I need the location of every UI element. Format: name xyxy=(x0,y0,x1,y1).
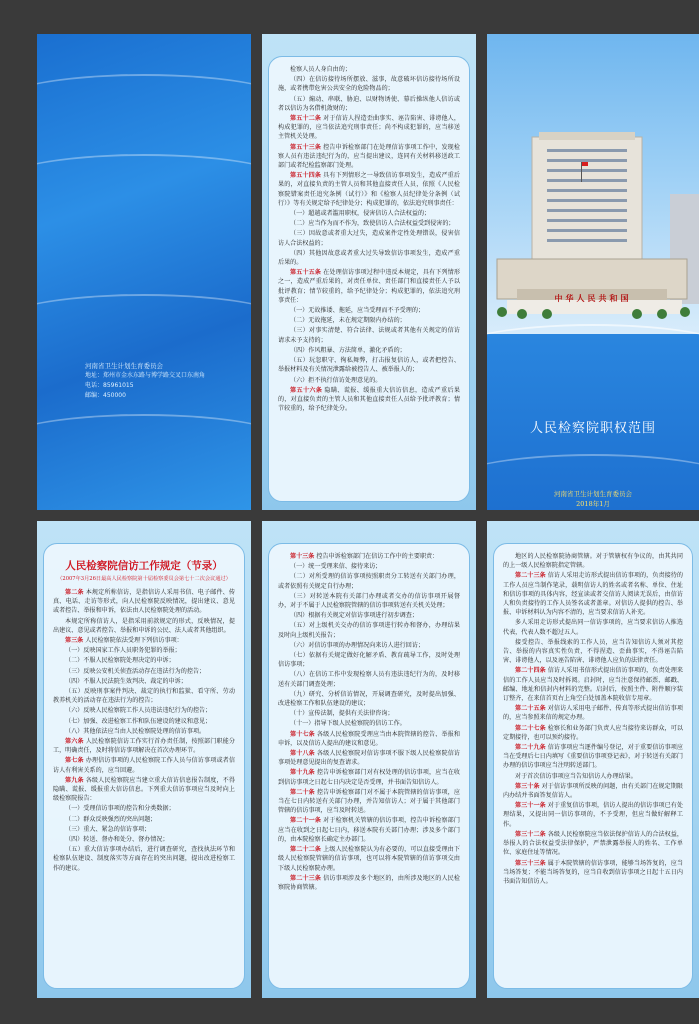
article-number: 第五十二条 xyxy=(290,115,322,123)
article-text: （十）宣传法制，提供有关法律咨询； xyxy=(290,710,394,718)
article-text: （八）在信访工作中发现检察人员有违法违纪行为的，及时移送有关部门调查处理； xyxy=(278,671,460,688)
decorative-wave xyxy=(37,414,251,474)
text-card xyxy=(268,56,470,502)
contact-info xyxy=(85,361,205,401)
article-paragraph xyxy=(278,229,460,247)
article-number: 第三十二条 xyxy=(515,830,546,838)
cover-org-name: 河南省卫生计划生育委员会 xyxy=(554,490,632,498)
article-paragraph xyxy=(53,815,235,824)
article-paragraph xyxy=(278,316,460,325)
article-number: 第三条 xyxy=(65,637,84,645)
article-paragraph xyxy=(278,376,460,385)
article-text: 控告申诉检察部门对有权处理的信访事项，应当在收到信访事项之日起七日内决定是否受理，并书面告知信访人。 xyxy=(278,769,461,786)
article-text: （八）其他依法应当由人民检察院处理的信访事项。 xyxy=(65,727,206,735)
article-paragraph xyxy=(53,727,235,736)
article-number: 第三十三条 xyxy=(515,859,546,867)
article-paragraph xyxy=(53,776,235,804)
article-number: 第十三条 xyxy=(290,553,315,560)
article-paragraph xyxy=(53,717,235,726)
article-number: 第五十三条 xyxy=(290,143,322,151)
article-paragraph xyxy=(278,386,460,414)
article-paragraph xyxy=(53,646,235,655)
article-number: 第三十一条 xyxy=(515,802,546,810)
article-paragraph xyxy=(278,171,460,208)
article-paragraph xyxy=(278,621,460,639)
article-number: 第五十五条 xyxy=(290,269,322,277)
article-text: （二）应当作为而不作为，致使信访人合法权益受到侵害的； xyxy=(290,220,455,228)
decorative-wave xyxy=(37,294,251,354)
article-text: 具有下列情形之一导致信访事项发生，造成严重后果的，对直接负责的主管人员和其他直接责任人员，依照《人民检察院错案责任追究条例（试行）》和《检察人员纪律处分条例（试行）》等有关规定给予纪律处分；构成犯罪的，依法追究刑事责任： xyxy=(278,172,461,207)
article-paragraph xyxy=(53,737,235,755)
article-text: 信访事项应当逐件编号登记，对于重要信访事项应当在受理后七日内填写《重要信访事项登记表》，对于转送有关部门办理的信访事项应当注明转送部门。 xyxy=(503,744,684,770)
article-text: （三）对转送本院有关部门办理或者交办的信访事项开展督办，对于不属于人民检察院管辖的信访事项转送有关机关处理； xyxy=(278,592,460,610)
article-text: 本规定所称信访，是指信访人采用书信、电子邮件、传真、电话、走访等形式，向人民检察院反映情况，提出建议、意见或者控告、举报和申诉，依法由人民检察院处理的活动。 xyxy=(53,589,236,615)
article-text: （四）在信访接待场所摆放、滋事，故意破坏信访接待场所设施，或者携带危害公共安全的危险物品的； xyxy=(278,76,460,93)
article-paragraph xyxy=(278,788,460,816)
article-paragraph xyxy=(278,75,460,93)
article-text: 多人采用走访形式提出同一信访事项的，应当要求信访人推选代表，代表人数不超过五人。 xyxy=(503,619,683,636)
article-paragraph xyxy=(278,268,460,305)
procuratorate-building-image xyxy=(487,34,699,334)
article-text: 控告申诉检察部门在信访工作中的主要职责： xyxy=(316,553,439,560)
article-paragraph xyxy=(53,756,235,774)
article-number: 第二十一条 xyxy=(290,817,322,825)
article-text: （三）对事实清楚、符合法律、法规或者其他有关规定的信访请求未予支持的； xyxy=(278,327,460,344)
contact-postcode: 邮编：450000 xyxy=(85,392,126,399)
article-text: 对于信访人捏造歪曲事实、诬告陷害、诽谤他人，构成犯罪的，应当依法追究刑事责任；尚不构成犯罪的，应当移送主管机关处理。 xyxy=(278,115,461,141)
article-paragraph xyxy=(503,801,683,829)
article-paragraph xyxy=(278,65,460,74)
article-text: （二）不服人民检察院处理决定的申诉； xyxy=(65,657,175,665)
article-paragraph xyxy=(53,825,235,834)
article-text: 信访人采用书信形式提出信访事项的，负责处理来信的工作人员应当及时拆阅。启封时，应当注意保持邮票、邮戳、邮编、地址和信封内材料的完整。启封后，按照主件、附件顺序装订整齐，在来信首页右上角空白处加盖本院收信专用章。 xyxy=(503,667,684,703)
contact-address: 地址：郑州市金水东路与博学路交叉口东南角 xyxy=(85,372,206,379)
article-paragraph xyxy=(278,249,460,267)
decorative-wave xyxy=(37,74,251,134)
article-text: （一）受理信访事项的控告和分类数据； xyxy=(65,805,175,813)
article-text: （一）统一受理来信、接待来访； xyxy=(290,563,382,571)
article-paragraph xyxy=(503,552,683,570)
text-card xyxy=(268,543,470,989)
article-paragraph xyxy=(53,617,235,635)
article-number: 第二条 xyxy=(65,589,84,596)
article-text: 对信访人采用电子邮件、传真等形式提出信访事项的，应当参照来信的规定办理。 xyxy=(503,705,684,722)
article-list xyxy=(278,65,460,413)
article-text: 对于信访事项所反映的问题，由有关部门在规定期限内办结并书面答复信访人。 xyxy=(503,782,684,800)
article-number: 第五十四条 xyxy=(290,172,322,180)
article-text: （三）重大、紧急的信访事项； xyxy=(65,825,151,833)
article-text: 人民检察院依法受理下列信访事项： xyxy=(85,637,183,645)
article-list xyxy=(53,588,235,873)
inner-panel-5 xyxy=(262,521,476,998)
article-text: （五）反映刑事案件判决、裁定的执行和监狱、看守所、劳动教养机关的活动存在违法行为的控告； xyxy=(53,688,235,705)
cover-org xyxy=(487,489,699,509)
article-paragraph xyxy=(503,666,683,703)
article-paragraph xyxy=(278,730,460,748)
article-text: （六）反映人民检察院工作人员违法违纪行为的控告； xyxy=(65,707,212,715)
article-paragraph xyxy=(278,346,460,355)
article-paragraph xyxy=(53,588,235,616)
article-text: （五）对上级机关交办的信访事项进行转办和督办，办理结果及时向上级机关报告； xyxy=(278,622,460,639)
article-text: （六）对信访事项的办理情况向来访人进行回访； xyxy=(290,641,425,649)
article-text: 信访事项涉及多个地区的，由所涉及地区的人民检察院协商管辖。 xyxy=(278,874,461,891)
article-text: （三）反映公安机关侦查活动存在违法行为的控告； xyxy=(65,667,206,675)
inner-panel-2 xyxy=(262,34,476,510)
article-text: 接受控告、举报线索的工作人员，应当告知信访人须对其控告、举报的内容真实性负责，不得捏造、歪曲事实，不得诬告陷害、诽谤他人，以及诬告陷害、诽谤他人应负的法律责任。 xyxy=(503,638,683,665)
article-paragraph xyxy=(278,219,460,228)
article-paragraph xyxy=(278,690,460,708)
inner-panel-6 xyxy=(487,521,699,998)
article-paragraph xyxy=(278,749,460,767)
article-paragraph xyxy=(53,845,235,873)
article-paragraph xyxy=(278,845,460,873)
article-paragraph xyxy=(503,782,683,800)
article-text: 各级人民检察院应当依法保护信访人的合法权益，举报人的合法权益受法律保护，严禁泄露举报人的姓名、工作单位、家庭住址等情况。 xyxy=(503,830,684,857)
article-paragraph xyxy=(278,356,460,374)
article-text: （二）对所受理的信访事项按照职责分工转送有关部门办理，或者依照有关规定自行办理； xyxy=(278,573,460,590)
article-text: （六）拒不执行信访处理意见的。 xyxy=(290,376,382,384)
article-paragraph xyxy=(53,804,235,813)
article-text: （四）根据有关规定对信访事项进行初步调查； xyxy=(290,612,418,620)
article-paragraph xyxy=(278,709,460,718)
article-number: 第二十三条 xyxy=(515,572,546,580)
article-text: 控告申诉检察部门在处理信访事项工作中，发现检察人员有违法违纪行为的，应当提出建议，连同有关材料移送政工部门或者纪检监察部门处理。 xyxy=(278,143,461,170)
article-paragraph xyxy=(278,562,460,571)
article-paragraph xyxy=(278,326,460,344)
article-text: 办理信访事项的人民检察院工作人员与信访事项或者信访人有利害关系的，应当回避。 xyxy=(53,757,236,774)
article-text: 检察长和业务部门负责人应当接待来访群众，可以定期接待，也可以预约接待。 xyxy=(503,724,684,741)
article-paragraph xyxy=(53,656,235,665)
article-paragraph xyxy=(278,114,460,142)
back-cover-panel xyxy=(37,34,251,510)
article-number: 第二十九条 xyxy=(515,744,546,752)
article-number: 第二十四条 xyxy=(515,667,546,675)
article-paragraph xyxy=(503,743,683,771)
article-paragraph xyxy=(278,611,460,620)
article-paragraph xyxy=(53,677,235,686)
article-number: 第十七条 xyxy=(290,730,315,738)
article-number: 第二十条 xyxy=(290,788,315,796)
article-text: 各级人民检察院对信访事项不服下级人民检察院信访事项处理意见提出的复查请求。 xyxy=(278,750,461,767)
article-list xyxy=(503,552,683,886)
article-number: 第十九条 xyxy=(290,769,315,777)
article-text: 各级人民检察院应当建立重大信访信息报告制度，不得隐瞒、谎报、缓报重大信访信息。下列重大信访事项应当及时向上级检察院报告： xyxy=(53,776,236,803)
article-number: 第六条 xyxy=(65,738,84,746)
article-text: （九）研究、分析信访情况，开展调查研究，及时提出加强、改进检察工作和队伍建设的建议； xyxy=(278,690,460,708)
article-paragraph xyxy=(278,768,460,786)
article-paragraph xyxy=(503,638,683,666)
article-number: 第二十五条 xyxy=(515,705,546,713)
regulation-title: 人民检察院信访工作规定（节录） xyxy=(65,560,223,572)
article-text: （四）不服人民法院生效判决、裁定的申诉； xyxy=(65,677,187,685)
article-text: （四）转送、督办和处分、督办情况； xyxy=(65,836,169,844)
article-paragraph xyxy=(278,143,460,171)
article-text: 上级人民检察院认为有必要的，可以直接受理由下级人民检察院管辖的信访事项，也可以将本院管辖的信访事项交由下级人民检察院办理。 xyxy=(278,846,461,872)
text-card xyxy=(43,543,245,989)
article-list xyxy=(278,552,460,892)
article-paragraph xyxy=(53,636,235,645)
article-paragraph xyxy=(503,618,683,636)
article-number: 第九条 xyxy=(65,776,84,784)
article-paragraph xyxy=(278,95,460,113)
article-text: （二）无故拖延，未在规定期限内办结的； xyxy=(290,317,406,325)
article-number: 第五十六条 xyxy=(290,386,323,394)
article-number: 第二十二条 xyxy=(290,846,322,854)
article-text: （一）超越或者滥用职权，侵害信访人合法权益的； xyxy=(290,210,431,218)
article-paragraph xyxy=(503,772,683,781)
article-paragraph xyxy=(278,641,460,650)
article-text: 信访人采用走访形式提出信访事项的，负责接待的工作人员应当制作笔录，载明信访人的姓名或者名称、单位、住址和信访事项的具体内容，经宣读或者交信访人阅读无误后，由信访人和负责接待的工作人员签名或者盖章。对信访人提供的控告、举报、申诉材料认为内容不清的，应当要求信访人补充。 xyxy=(503,572,684,617)
article-text: （四）其他因故意或者重大过失导致信访事项发生，造成严重后果的。 xyxy=(278,249,460,267)
regulation-subtitle: （2007年3月26日最高人民检察院第十届检察委员会第七十二次会议通过） xyxy=(57,576,231,582)
article-text: （五）煽动、串联、胁迫、以财物诱使、幕后操纵他人信访或者以信访为名借机敛财的； xyxy=(278,95,460,112)
article-text: （四）作风粗暴、方法简单，激化矛盾的； xyxy=(290,346,406,354)
article-paragraph xyxy=(278,651,460,669)
decorative-wave xyxy=(487,324,699,384)
article-number: 第二十七条 xyxy=(515,724,546,732)
article-text: （七）加强、改进检察工作和队伍建设的建议和意见； xyxy=(65,717,212,725)
inner-panel-4 xyxy=(37,521,251,998)
article-text: 属于本院管辖的信访事项，能够当场答复的，应当当场答复；不能当场答复的，应当自收到信访事项之日起十五日内书面告知信访人。 xyxy=(503,859,684,885)
article-paragraph xyxy=(278,306,460,315)
article-paragraph xyxy=(278,552,460,561)
article-text: 本规定所称信访人，是指采用前款规定的形式，反映情况，提出建议、意见或者控告、举报和申诉的公民、法人或者其他组织。 xyxy=(53,617,235,634)
article-text: 控告申诉检察部门对不属于本院管辖的信访事项，应当在七日内转送有关部门办理，并告知信访人；对于属于其他部门管辖的信访事项，应当及时转送。 xyxy=(278,788,461,815)
article-paragraph xyxy=(53,835,235,844)
article-text: 检察人员人身自由的； xyxy=(290,66,351,73)
building-sign: 中华人民共和国 xyxy=(554,293,632,303)
contact-org: 河南省卫生计划生育委员会 xyxy=(85,362,163,370)
article-text: 对于重复信访事项，信访人提出的信访事项已有处理结果，又提出同一信访事项的，不予受理，但应当做好解释工作。 xyxy=(503,802,684,828)
article-paragraph xyxy=(503,704,683,722)
article-text: （七）依据有关规定做好化解矛盾、教育疏导工作，及时处理信访事项； xyxy=(278,652,460,669)
article-text: （三）因故意或者重大过失，造成案件定性处理错误，侵害信访人合法权益的； xyxy=(278,230,460,247)
article-paragraph xyxy=(503,571,683,617)
article-paragraph xyxy=(278,572,460,590)
article-text: （五）重大信访事项办结后，进行调查研究，查找执法环节和检察队伍建设、制度落实等方面存在的突出问题，提出改进检察工作的建议。 xyxy=(53,846,235,872)
article-text: 地区的人民检察院协商管辖。对于管辖权有争议的，由其共同的上一级人民检察院指定管辖。 xyxy=(503,553,683,570)
article-paragraph xyxy=(278,592,460,610)
article-paragraph xyxy=(278,209,460,218)
cover-date: 2018年1月 xyxy=(576,500,610,508)
article-text: （一）反映国家工作人员职务犯罪的举报； xyxy=(65,647,181,655)
article-number: 第二十三条 xyxy=(290,874,322,882)
article-text: （十一）指导下级人民检察院的信访工作。 xyxy=(290,720,406,728)
article-paragraph xyxy=(503,830,683,858)
article-text: 隐瞒、谎报、缓报重大信访信息，造成严重后果的，对直接负责的主管人员和其他直接责任人员给予批评教育；情节较重的，给予纪律处分。 xyxy=(278,386,461,413)
article-paragraph xyxy=(278,670,460,688)
article-number: 第七条 xyxy=(65,757,84,765)
article-paragraph xyxy=(503,859,683,887)
article-paragraph xyxy=(53,687,235,705)
decorative-wave xyxy=(37,154,251,214)
article-text: 各级人民检察院受理应当由本院管辖的控告、举报和申诉，以及信访人提出的建议和意见。 xyxy=(278,730,461,747)
article-text: （二）群众反映强烈的突出问题； xyxy=(65,815,157,823)
article-text: （五）玩忽职守、徇私舞弊，打击报复信访人，或者把控告、举报材料及有关情况泄露给被控告人、被举报人的； xyxy=(278,357,460,374)
article-text: （一）无故推诿、拖延，应当受理而不予受理的； xyxy=(290,307,425,315)
article-number: 第十八条 xyxy=(290,750,315,758)
article-paragraph xyxy=(503,724,683,742)
article-paragraph xyxy=(53,667,235,676)
article-text: 对于首次信访事项应当告知信访人办理结果。 xyxy=(515,772,637,780)
cover-title: 人民检察院职权范围 xyxy=(529,421,656,436)
article-paragraph xyxy=(278,816,460,844)
article-text: 人民检察院信访工作实行首办责任制，按照部门职能分工，明确责任，及时将信访事项解决在首次办理环节。 xyxy=(53,738,236,755)
article-text: 对于检察机关管辖的信访事项，控告申诉检察部门应当在收到之日起七日内，移送本院有关部门办理；涉及多个部门的，由本院检察长确定主办部门。 xyxy=(278,817,461,843)
article-text: 在处理信访事项过程中违反本规定，具有下列情形之一，造成严重后果的，对责任单位、责任部门和直接责任人予以批评教育；情节较重的，给予纪律处分；构成犯罪的，依法追究刑事责任： xyxy=(278,269,461,304)
article-paragraph xyxy=(53,706,235,715)
front-cover-panel xyxy=(487,34,699,510)
text-card xyxy=(493,543,693,989)
article-paragraph xyxy=(278,719,460,728)
contact-phone: 电话：85961015 xyxy=(85,382,134,389)
article-number: 第三十条 xyxy=(515,782,540,790)
article-paragraph xyxy=(278,874,460,892)
